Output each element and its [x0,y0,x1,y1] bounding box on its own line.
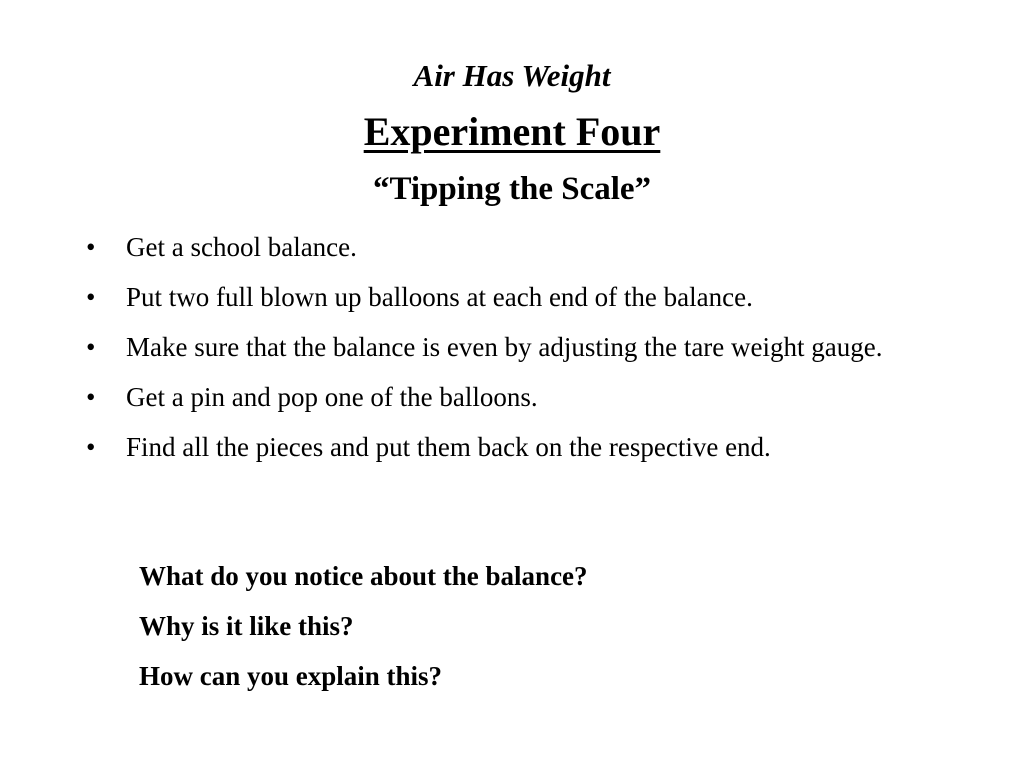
instruction-list [86,230,916,480]
bullet-icon: • [86,232,96,262]
question-list [139,559,588,709]
instruction-item [86,280,916,315]
instruction-item [86,330,916,365]
question-text: What do you notice about the balance? [139,561,588,591]
question-text: How can you explain this? [139,661,443,691]
bullet-icon: • [86,432,96,462]
instruction-text: Find all the pieces and put them back on the respective end. [126,432,771,462]
instruction-text: Put two full blown up balloons at each end of the balance. [126,282,753,312]
bullet-icon: • [86,332,96,362]
instruction-text: Make sure that the balance is even by adjusting the tare weight gauge. [126,332,883,362]
bullet-icon: • [86,382,96,412]
instruction-item [86,380,916,415]
instruction-item [86,430,916,465]
question-text: Why is it like this? [139,611,354,641]
instruction-item [86,230,916,265]
slide-title-experiment: Experiment Four [363,109,661,154]
instruction-text: Get a pin and pop one of the balloons. [126,382,538,412]
slide-subtitle: “Tipping the Scale” [372,171,652,207]
bullet-icon: • [86,282,96,312]
slide-title-topic: Air Has Weight [413,58,611,93]
instruction-text: Get a school balance. [126,232,357,262]
